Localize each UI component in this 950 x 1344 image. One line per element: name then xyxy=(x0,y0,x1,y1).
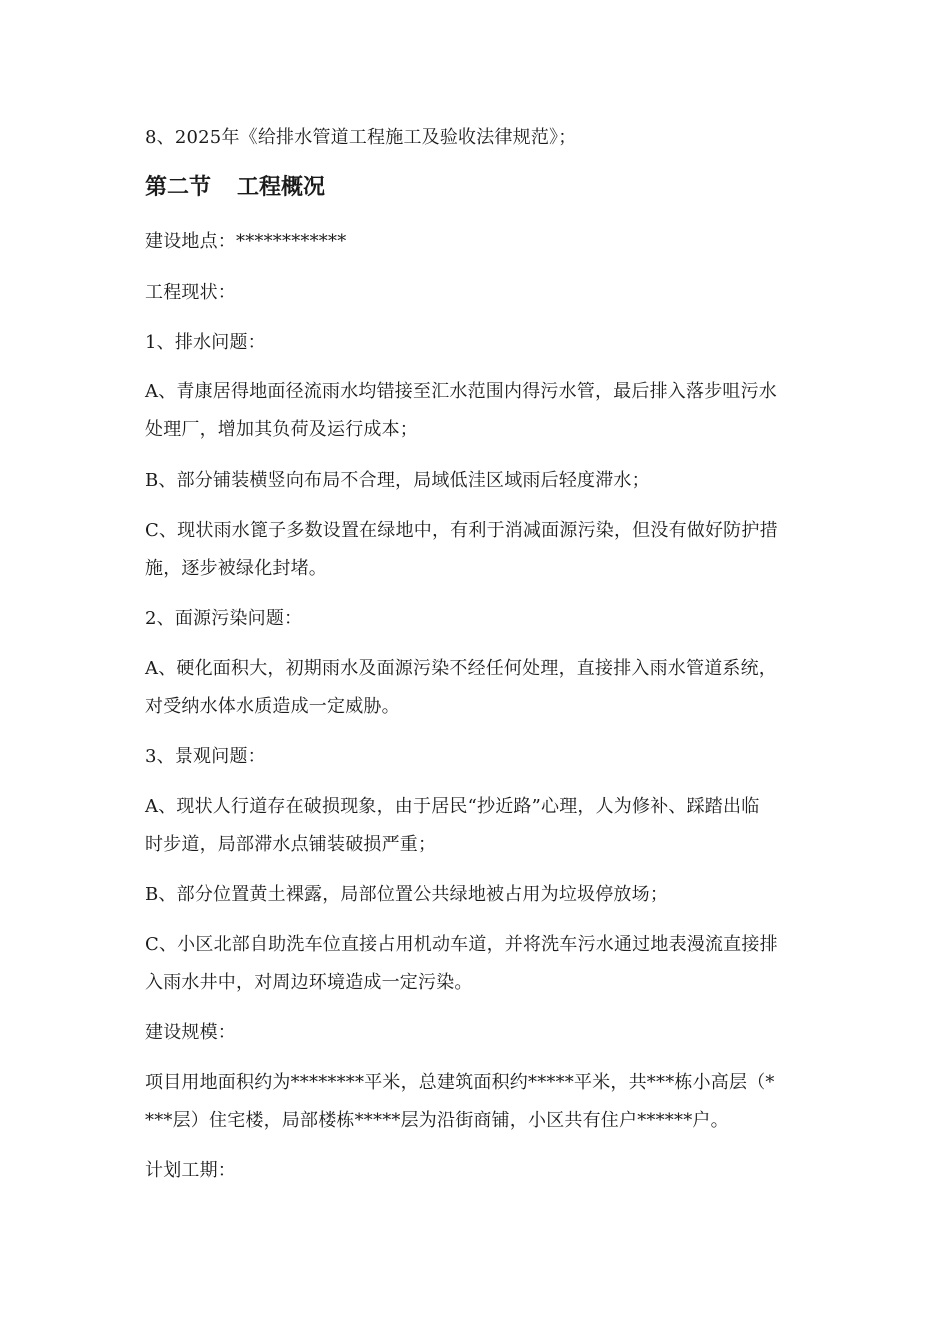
section-heading xyxy=(145,176,325,200)
section-number: 第二节 xyxy=(145,175,212,200)
issue-1-a-line-1: A、青康居得地面径流雨水均错接至汇水范围内得污水管，最后排入落步咀污水 xyxy=(145,381,777,402)
issue-3-c-line-2: 入雨水井中，对周边环境造成一定污染。 xyxy=(145,972,473,993)
issue-1-title: 1、排水问题： xyxy=(145,332,266,353)
issue-2-a-line-2: 对受纳水体水质造成一定威胁。 xyxy=(145,696,400,717)
issue-3-a-line-1: A、现状人行道存在破损现象，由于居民“抄近路”心理，人为修补、踩踏出临 xyxy=(145,796,760,817)
construction-scale-line-1: 项目用地面积约为********平米，总建筑面积约*****平米，共***栋小高层（* xyxy=(145,1072,775,1093)
issue-3-a-line-2: 时步道，局部滞水点铺装破损严重； xyxy=(145,834,437,855)
section-title: 工程概况 xyxy=(237,175,326,200)
issue-1-b: B、部分铺装横竖向布局不合理，局域低洼区域雨后轻度滞水； xyxy=(145,470,650,491)
construction-location: 建设地点：************ xyxy=(145,231,347,252)
issue-3-c-line-1: C、小区北部自助洗车位直接占用机动车道，并将洗车污水通过地表漫流直接排 xyxy=(145,934,778,955)
planned-schedule-label: 计划工期： xyxy=(145,1160,236,1181)
construction-scale-line-2: ***层）住宅楼，局部楼栋*****层为沿街商铺，小区共有住户******户。 xyxy=(145,1110,729,1131)
issue-1-c-line-1: C、现状雨水篦子多数设置在绿地中，有利于消减面源污染，但没有做好防护措 xyxy=(145,520,778,541)
issue-3-b: B、部分位置黄土裸露，局部位置公共绿地被占用为垃圾停放场； xyxy=(145,884,669,905)
issue-2-a-line-1: A、硬化面积大，初期雨水及面源污染不经任何处理，直接排入雨水管道系统， xyxy=(145,658,777,679)
issue-2-title: 2、面源污染问题： xyxy=(145,608,303,629)
issue-1-c-line-2: 施，逐步被绿化封堵。 xyxy=(145,558,327,579)
reference-item-8: 8、2025年《给排水管道工程施工及验收法律规范》； xyxy=(145,127,577,148)
project-status-label: 工程现状： xyxy=(145,282,236,303)
issue-1-a-line-2: 处理厂，增加其负荷及运行成本； xyxy=(145,419,418,440)
issue-3-title: 3、景观问题： xyxy=(145,746,266,767)
construction-scale-label: 建设规模： xyxy=(145,1022,236,1043)
